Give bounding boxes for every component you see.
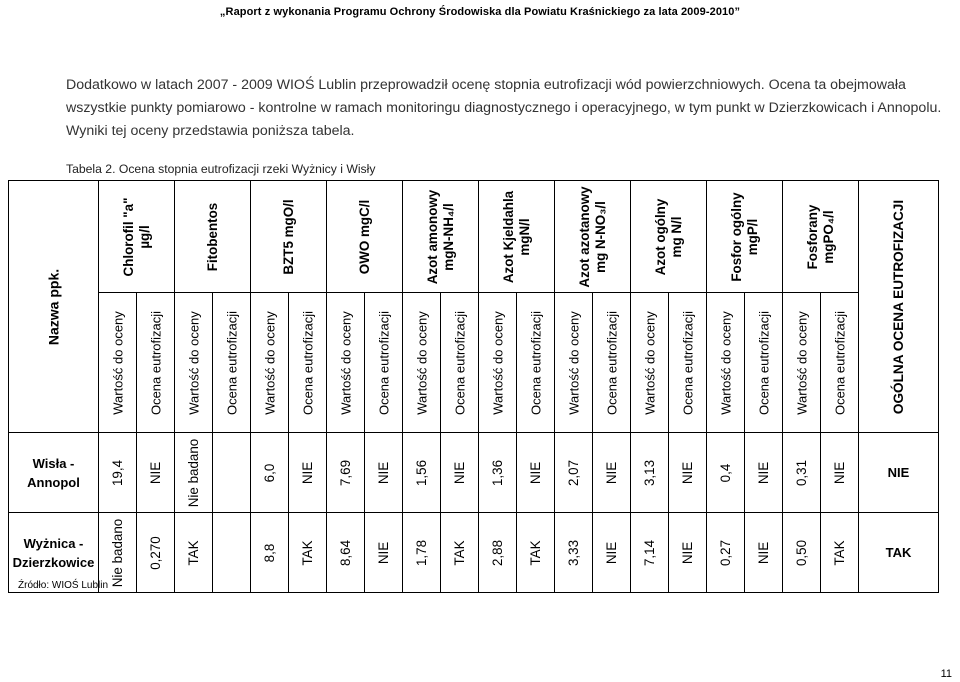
table-row [9, 513, 939, 593]
value-cell: 1,78 [403, 513, 441, 593]
assessment-cell: TAK [441, 513, 479, 593]
intro-paragraph: Dodatkowo w latach 2007 - 2009 WIOŚ Lublin przeprowadził ocenę stopnia eutrofizacji wód powierzchniowych. Ocena ta obejmowała wszystkie punkty pomiarowo - kontrolne w ramach monitoringu diagnostycznego i operacyjnego, w tym punkt w Dzierzkowicach i Annopolu. Wyniki tej oceny przedstawia poniższa tabela. [66, 77, 942, 139]
param-header-bod5: BZT5 mgO/l [251, 181, 327, 293]
assessment-cell: NIE [669, 513, 707, 593]
subheader-value: Wartość do oceny [479, 293, 517, 433]
value-cell: 0,27 [707, 513, 745, 593]
assessment-cell [213, 513, 251, 593]
assessment-cell: NIE [593, 433, 631, 513]
assessment-cell: NIE [593, 513, 631, 593]
assessment-cell: NIE [441, 433, 479, 513]
value-cell: 6,0 [251, 433, 289, 513]
intro-text [66, 74, 946, 143]
subheader-value: Wartość do oceny [403, 293, 441, 433]
assessment-cell: NIE [669, 433, 707, 513]
value-cell: 19,4 [99, 433, 137, 513]
value-cell: 0,4 [707, 433, 745, 513]
value-cell: 2,07 [555, 433, 593, 513]
param-header-phytobenthos: Fitobentos [175, 181, 251, 293]
overall-assessment-header: OGÓLNA OCENA EUTROFIZACJI [859, 181, 939, 433]
param-header-ammonium-nitrogen: Azot amonowy mgN-NH₄/l [403, 181, 479, 293]
document-header: „Raport z wykonania Programu Ochrony Środowiska dla Powiatu Kraśnickiego za lata 2009-2010” [219, 6, 741, 18]
value-cell: 3,13 [631, 433, 669, 513]
value-cell: 8,8 [251, 513, 289, 593]
param-header-chlorophyll: Chlorofil "a" µg/l [99, 181, 175, 293]
assessment-cell: NIE [137, 433, 175, 513]
overall-assessment: TAK [859, 513, 939, 593]
subheader-value: Wartość do oceny [175, 293, 213, 433]
overall-assessment: NIE [859, 433, 939, 513]
value-cell: 2,88 [479, 513, 517, 593]
eutrophication-table [8, 180, 939, 593]
param-header-total-nitrogen: Azot ogólny mg N/l [631, 181, 707, 293]
subheader-assessment: Ocena eutrofizacji [669, 293, 707, 433]
value-cell: 7,14 [631, 513, 669, 593]
station-name-header: Nazwa ppk. [9, 181, 99, 433]
assessment-cell: 0,270 [137, 513, 175, 593]
subheader-value: Wartość do oceny [707, 293, 745, 433]
page-number: 11 [940, 668, 952, 680]
subheader-value: Wartość do oceny [555, 293, 593, 433]
value-cell: 7,69 [327, 433, 365, 513]
assessment-cell: TAK [821, 513, 859, 593]
assessment-cell: NIE [745, 513, 783, 593]
station-name: Wisła - Annopol [9, 433, 99, 513]
table-caption: Tabela 2. Ocena stopnia eutrofizacji rzeki Wyżnicy i Wisły [66, 162, 376, 176]
subheader-value: Wartość do oceny [783, 293, 821, 433]
param-header-phosphates: Fosforany mgPO₄/l [783, 181, 859, 293]
assessment-cell: NIE [745, 433, 783, 513]
value-cell: 0,50 [783, 513, 821, 593]
param-header-toc: OWO mgC/l [327, 181, 403, 293]
value-cell: 1,36 [479, 433, 517, 513]
param-header-nitrate-nitrogen: Azot azotanowy mg N-NO₃/l [555, 181, 631, 293]
assessment-cell [213, 433, 251, 513]
value-cell: 1,56 [403, 433, 441, 513]
assessment-cell: NIE [289, 433, 327, 513]
subheader-assessment: Ocena eutrofizacji [213, 293, 251, 433]
subheader-assessment: Ocena eutrofizacji [365, 293, 403, 433]
subheader-assessment: Ocena eutrofizacji [745, 293, 783, 433]
assessment-cell: TAK [289, 513, 327, 593]
value-cell: Nie badano [175, 433, 213, 513]
subheader-value: Wartość do oceny [327, 293, 365, 433]
value-cell: 3,33 [555, 513, 593, 593]
value-cell: 8,64 [327, 513, 365, 593]
value-cell: TAK [175, 513, 213, 593]
subheader-assessment: Ocena eutrofizacji [289, 293, 327, 433]
assessment-cell: NIE [365, 513, 403, 593]
subheader-assessment: Ocena eutrofizacji [517, 293, 555, 433]
subheader-value: Wartość do oceny [251, 293, 289, 433]
value-cell: Nie badano [99, 513, 137, 593]
subheader-assessment: Ocena eutrofizacji [593, 293, 631, 433]
param-header-kjeldahl-nitrogen: Azot Kjeldahla mgN/l [479, 181, 555, 293]
station-name: Wyżnica - Dzierzkowice [9, 513, 99, 593]
assessment-cell: NIE [821, 433, 859, 513]
subheader-value: Wartość do oceny [631, 293, 669, 433]
subheader-value: Wartość do oceny [99, 293, 137, 433]
assessment-cell: NIE [365, 433, 403, 513]
source-note: Źródło: WIOŚ Lublin [18, 580, 109, 591]
param-header-total-phosphorus: Fosfor ogólny mgP/l [707, 181, 783, 293]
assessment-cell: TAK [517, 513, 555, 593]
subheader-assessment: Ocena eutrofizacji [441, 293, 479, 433]
assessment-cell: NIE [517, 433, 555, 513]
table-row [9, 433, 939, 513]
value-cell: 0,31 [783, 433, 821, 513]
subheader-assessment: Ocena eutrofizacji [821, 293, 859, 433]
subheader-assessment: Ocena eutrofizacji [137, 293, 175, 433]
